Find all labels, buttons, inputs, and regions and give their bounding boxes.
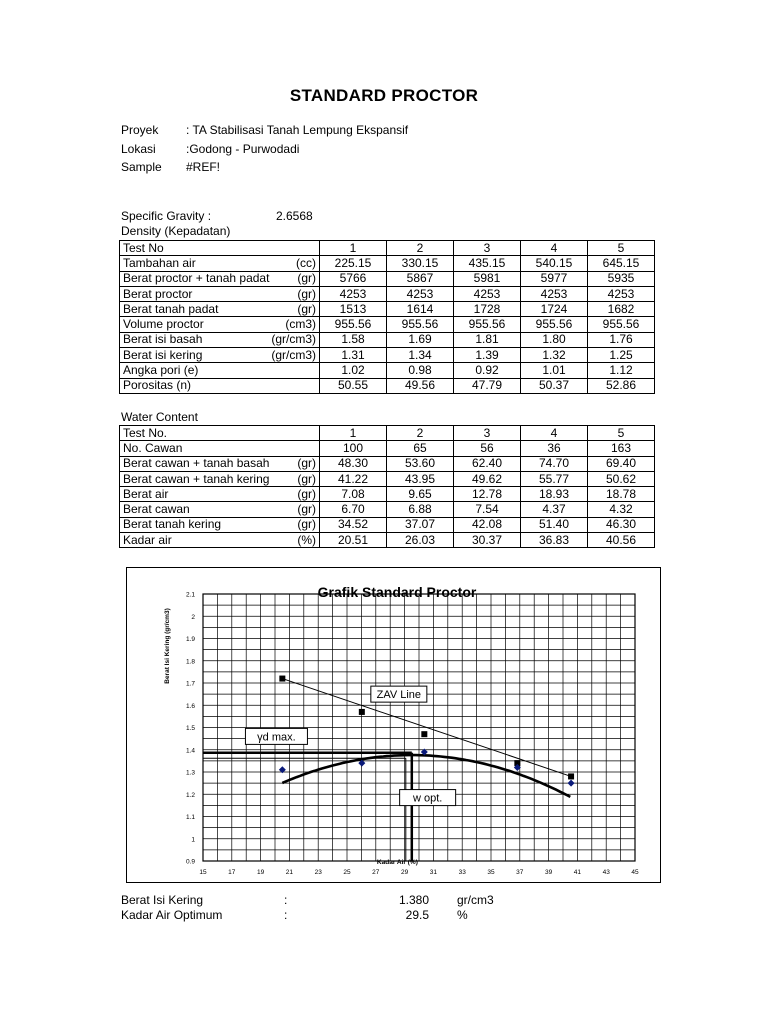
table-cell: 645.15: [588, 256, 655, 271]
table-row: [120, 471, 655, 486]
page-title: STANDARD PROCTOR: [289, 86, 479, 105]
table-row: [120, 317, 655, 332]
summary-colon: :: [284, 893, 288, 907]
x-tick-label: 41: [573, 869, 582, 876]
summary-label: Kadar Air Optimum: [121, 908, 223, 922]
row-unit: (gr/cm3): [271, 332, 316, 347]
table-cell: 5981: [454, 271, 521, 286]
row-unit: (gr): [297, 286, 316, 301]
table-cell: 47.79: [454, 378, 521, 393]
y-tick-label: 1.6: [185, 702, 195, 710]
x-tick-label: 17: [228, 869, 236, 876]
row-label-cell: [120, 302, 320, 317]
y-tick-label: 1.4: [185, 747, 195, 755]
row-label-cell: [120, 286, 320, 301]
location-label: Lokasi: [121, 141, 156, 156]
table-row: [120, 378, 655, 393]
water-content-table: [119, 425, 655, 548]
x-tick-label: 25: [343, 869, 351, 876]
summary-colon: :: [284, 908, 288, 922]
row-label-cell: [120, 317, 320, 332]
row-label-cell: [120, 487, 320, 502]
table-cell: 1728: [454, 302, 521, 317]
table-cell: 955.56: [521, 317, 588, 332]
table-cell: 51.40: [521, 517, 588, 532]
y-tick-label: 1: [191, 836, 195, 844]
row-unit: (gr): [297, 486, 316, 501]
table-cell: 4253: [387, 286, 454, 301]
y-tick-label: 2.1: [185, 591, 195, 599]
table-cell: 36.83: [521, 533, 588, 548]
table-cell: 50.62: [588, 471, 655, 486]
zav-point: [359, 709, 365, 715]
table-cell: 40.56: [588, 533, 655, 548]
table-cell: 1.01: [521, 363, 588, 378]
y-tick-label: 1.7: [185, 680, 195, 688]
summary-unit: gr/cm3: [457, 893, 494, 907]
table-cell: 4: [521, 241, 588, 256]
row-label: Volume proctor: [123, 317, 204, 332]
table-row: [120, 441, 655, 456]
row-label: Berat tanah kering: [123, 517, 222, 532]
y-tick-label: 2: [191, 613, 195, 621]
project-info: [121, 121, 408, 177]
row-label: Berat cawan + tanah kering: [123, 471, 270, 486]
table-cell: 330.15: [387, 256, 454, 271]
row-label-cell: [120, 256, 320, 271]
y-tick-label: 1.1: [185, 814, 195, 821]
row-label: Porositas (n): [123, 378, 192, 393]
table-cell: 4.32: [588, 502, 655, 517]
table-cell: 9.65: [387, 487, 454, 502]
location-value: :Godong - Purwodadi: [186, 141, 300, 156]
table-cell: 3: [454, 426, 521, 441]
table-row: [120, 286, 655, 301]
row-label: Test No: [123, 240, 164, 255]
table-cell: 37.07: [387, 517, 454, 532]
project-value: : TA Stabilisasi Tanah Lempung Ekspansif: [186, 123, 409, 137]
y-tick-label: 1.9: [185, 636, 195, 643]
row-label-cell: [120, 441, 320, 456]
table-cell: 48.30: [320, 456, 387, 471]
table-cell: 225.15: [320, 256, 387, 271]
table-cell: 0.98: [387, 363, 454, 378]
annotation-label: w opt.: [412, 792, 443, 805]
table-cell: 4.37: [521, 502, 588, 517]
table-cell: 100: [320, 441, 387, 456]
specific-gravity-value: 2.6568: [276, 209, 313, 223]
table-cell: 955.56: [320, 317, 387, 332]
row-unit: (gr): [297, 471, 316, 486]
table-cell: 36: [521, 441, 588, 456]
table-cell: 41.22: [320, 471, 387, 486]
x-tick-label: 21: [285, 869, 294, 876]
table-cell: 30.37: [454, 533, 521, 548]
row-label-cell: [120, 502, 320, 517]
row-label-cell: [120, 533, 320, 548]
table-cell: 1.69: [387, 332, 454, 347]
x-tick-label: 19: [256, 869, 265, 876]
table-cell: 1614: [387, 302, 454, 317]
table-cell: 1.34: [387, 348, 454, 363]
table-cell: 42.08: [454, 517, 521, 532]
y-tick-label: 0.9: [185, 858, 195, 866]
summary-block: [121, 893, 494, 923]
table-cell: 1513: [320, 302, 387, 317]
annotation-label: γd max.: [257, 731, 296, 744]
row-label: Berat cawan: [123, 502, 190, 517]
table-cell: 1.76: [588, 332, 655, 347]
row-unit: (%): [297, 532, 316, 547]
row-label: Berat proctor + tanah padat: [123, 271, 270, 286]
summary-row-optimum-moisture: [121, 908, 494, 923]
table-cell: 4: [521, 426, 588, 441]
table-row: [120, 456, 655, 471]
table-cell: 62.40: [454, 456, 521, 471]
x-tick-label: 35: [487, 869, 495, 876]
y-tick-label: 1.3: [185, 769, 195, 777]
row-label: No. Cawan: [123, 440, 183, 455]
table-cell: 6.70: [320, 502, 387, 517]
summary-unit: %: [457, 908, 468, 922]
table-cell: 5766: [320, 271, 387, 286]
row-label: Angka pori (e): [123, 363, 199, 378]
table-cell: 1: [320, 241, 387, 256]
table-cell: 12.78: [454, 487, 521, 502]
x-tick-label: 31: [429, 869, 438, 876]
table-cell: 4253: [320, 286, 387, 301]
table-cell: 1.80: [521, 332, 588, 347]
table-cell: 7.54: [454, 502, 521, 517]
table-cell: 74.70: [521, 456, 588, 471]
x-tick-label: 37: [516, 869, 524, 876]
table-row: [120, 363, 655, 378]
x-tick-label: 23: [314, 869, 322, 876]
table-cell: 18.93: [521, 487, 588, 502]
table-cell: 0.92: [454, 363, 521, 378]
row-unit: (cm3): [285, 317, 316, 332]
row-label-cell: [120, 456, 320, 471]
table-cell: 49.62: [454, 471, 521, 486]
summary-value: 1.380: [398, 893, 429, 907]
row-label-cell: [120, 426, 320, 441]
table-cell: 55.77: [521, 471, 588, 486]
table-cell: 69.40: [588, 456, 655, 471]
table-cell: 5: [588, 241, 655, 256]
row-label: Berat isi kering: [123, 347, 203, 362]
table-cell: 56: [454, 441, 521, 456]
table-row: [120, 533, 655, 548]
summary-label: Berat Isi Kering: [121, 893, 204, 907]
project-label: Proyek: [121, 123, 159, 137]
row-label-cell: [120, 517, 320, 532]
table-cell: 46.30: [588, 517, 655, 532]
table-row: [120, 241, 655, 256]
table-cell: 50.37: [521, 378, 588, 393]
chart-frame: [126, 567, 661, 883]
zav-point: [421, 731, 427, 737]
table-cell: 1.02: [320, 363, 387, 378]
x-tick-label: 27: [372, 869, 380, 876]
table-cell: 53.60: [387, 456, 454, 471]
project-row: [121, 121, 408, 140]
table-cell: 5: [588, 426, 655, 441]
x-axis-label: Kadar Air (%): [376, 859, 418, 866]
location-row: [121, 140, 408, 159]
table-cell: 1.32: [521, 348, 588, 363]
row-unit: (gr): [297, 301, 316, 316]
table-cell: 1.12: [588, 363, 655, 378]
table-cell: 7.08: [320, 487, 387, 502]
table-cell: 163: [588, 441, 655, 456]
row-label-cell: [120, 471, 320, 486]
proctor-chart: [127, 568, 660, 882]
table-cell: 1.81: [454, 332, 521, 347]
y-tick-label: 1.8: [185, 658, 195, 666]
table-cell: 540.15: [521, 256, 588, 271]
table-row: [120, 426, 655, 441]
table-cell: 1.31: [320, 348, 387, 363]
dry-density-point: [568, 780, 575, 787]
table-row: [120, 256, 655, 271]
row-label: Berat air: [123, 486, 169, 501]
table-cell: 955.56: [588, 317, 655, 332]
table-cell: 2: [387, 241, 454, 256]
table-cell: 6.88: [387, 502, 454, 517]
table-row: [120, 302, 655, 317]
row-unit: (gr): [297, 271, 316, 286]
table-cell: 52.86: [588, 378, 655, 393]
row-label: Berat tanah padat: [123, 301, 219, 316]
table-row: [120, 332, 655, 347]
table-cell: 955.56: [387, 317, 454, 332]
row-label-cell: [120, 363, 320, 378]
table-cell: 1.39: [454, 348, 521, 363]
y-tick-label: 1.5: [185, 725, 195, 732]
row-unit: (gr): [297, 456, 316, 471]
table-cell: 1.58: [320, 332, 387, 347]
table-row: [120, 348, 655, 363]
x-tick-label: 15: [199, 869, 207, 876]
table-cell: 1682: [588, 302, 655, 317]
sample-label: Sample: [121, 160, 162, 174]
summary-value: 29.5: [405, 908, 429, 922]
row-label-cell: [120, 241, 320, 256]
table-cell: 1.25: [588, 348, 655, 363]
table-cell: 20.51: [320, 533, 387, 548]
table-cell: 3: [454, 241, 521, 256]
density-caption: Density (Kepadatan): [121, 224, 231, 238]
x-tick-label: 29: [400, 869, 409, 876]
density-table: [119, 240, 655, 394]
table-cell: 1: [320, 426, 387, 441]
zav-point: [568, 773, 574, 779]
table-cell: 43.95: [387, 471, 454, 486]
row-label: Berat proctor: [123, 286, 193, 301]
row-label: Berat isi basah: [123, 332, 203, 347]
row-label: Berat cawan + tanah basah: [123, 456, 270, 471]
row-label-cell: [120, 271, 320, 286]
table-cell: 65: [387, 441, 454, 456]
sample-value: #REF!: [186, 160, 221, 174]
row-unit: (gr/cm3): [271, 347, 316, 362]
specific-gravity-label: Specific Gravity :: [121, 209, 212, 223]
row-unit: (gr): [297, 502, 316, 517]
table-cell: 5977: [521, 271, 588, 286]
row-label-cell: [120, 348, 320, 363]
y-axis-label: Berat Isi Kering (gr/cm3): [164, 608, 171, 684]
sample-row: [121, 158, 408, 177]
table-cell: 5867: [387, 271, 454, 286]
table-cell: 18.78: [588, 487, 655, 502]
specific-gravity-block: [121, 209, 313, 239]
x-tick-label: 43: [602, 869, 610, 876]
water-content-caption: Water Content: [121, 410, 198, 424]
table-cell: 1724: [521, 302, 588, 317]
table-row: [120, 487, 655, 502]
row-unit: (gr): [297, 517, 316, 532]
row-label-cell: [120, 332, 320, 347]
table-cell: 34.52: [320, 517, 387, 532]
x-tick-label: 39: [544, 869, 553, 876]
y-tick-label: 1.2: [185, 791, 195, 799]
x-tick-label: 33: [458, 869, 466, 876]
table-cell: 5935: [588, 271, 655, 286]
table-cell: 49.56: [387, 378, 454, 393]
x-tick-label: 45: [631, 869, 639, 876]
row-label: Tambahan air: [123, 255, 196, 270]
annotation-label: ZAV Line: [376, 689, 422, 702]
table-cell: 26.03: [387, 533, 454, 548]
table-row: [120, 271, 655, 286]
table-cell: 4253: [454, 286, 521, 301]
chart-title: Grafik Standard Proctor: [317, 584, 477, 600]
table-cell: 955.56: [454, 317, 521, 332]
table-cell: 4253: [588, 286, 655, 301]
table-cell: 2: [387, 426, 454, 441]
table-row: [120, 517, 655, 532]
table-cell: 435.15: [454, 256, 521, 271]
row-label: Test No.: [123, 425, 168, 440]
table-cell: 50.55: [320, 378, 387, 393]
zav-point: [279, 676, 285, 682]
table-row: [120, 502, 655, 517]
row-label-cell: [120, 378, 320, 393]
table-cell: 4253: [521, 286, 588, 301]
row-unit: (cc): [296, 255, 316, 270]
summary-row-dry-density: [121, 893, 494, 908]
row-label: Kadar air: [123, 532, 172, 547]
